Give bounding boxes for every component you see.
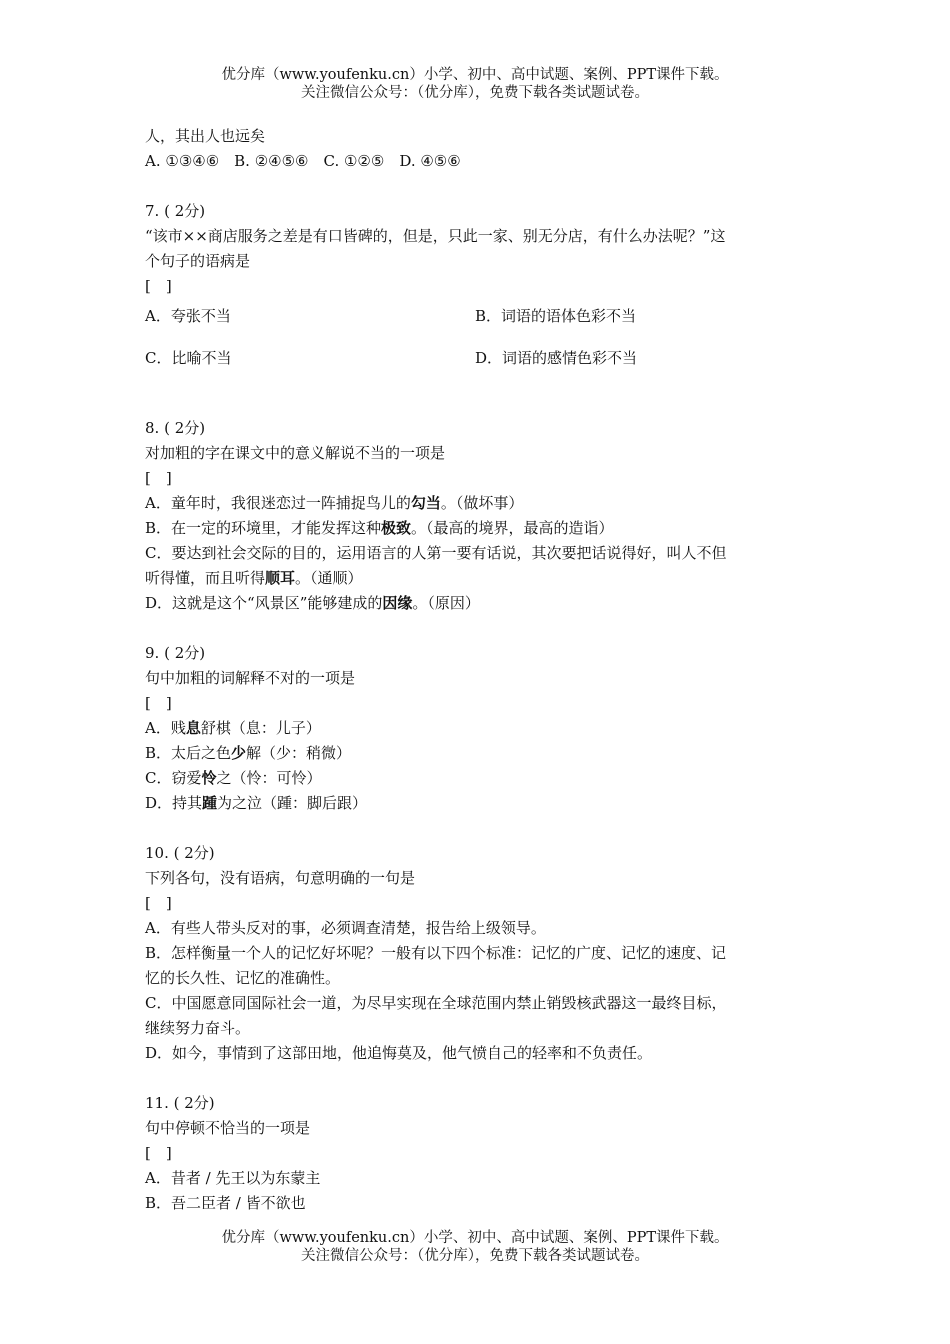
header-line-1: 优分库（www.youfenku.cn）小学、初中、高中试题、案例、PPT课件下载。 xyxy=(221,67,729,83)
page-footer xyxy=(0,1229,950,1265)
q9-stem: 句中加粗的词解释不对的一项是 xyxy=(145,669,356,687)
q9-d-bold-word: 踵 xyxy=(202,794,218,812)
q8-number: 8. ( 2分) xyxy=(145,419,206,437)
q8-stem: 对加粗的字在课文中的意义解说不当的一项是 xyxy=(145,444,446,462)
q7-option-b: B．词语的语体色彩不当 xyxy=(475,307,637,325)
q8-c-bold-word: 顺耳 xyxy=(265,569,296,587)
q7-option-a: A．夸张不当 xyxy=(145,307,231,325)
question-10 xyxy=(145,841,810,1066)
q10-stem: 下列各句，没有语病，句意明确的一句是 xyxy=(145,869,416,887)
q8-option-d: D．这就是这个“风景区”能够建成的因缘。（原因） xyxy=(145,594,480,612)
q9-number: 9. ( 2分) xyxy=(145,644,206,662)
question-8 xyxy=(145,416,810,616)
q10-option-a: A．有些人带头反对的事，必须调查清楚，报告给上级领导。 xyxy=(145,919,546,937)
q9-option-b: B．太后之色少解（少：稍微） xyxy=(145,744,352,762)
q10-option-c-line-1: C．中国愿意同国际社会一道，为尽早实现在全球范围内禁止销毁核武器这一最终目标， xyxy=(145,994,727,1012)
footer-line-1: 优分库（www.youfenku.cn）小学、初中、高中试题、案例、PPT课件下载。 xyxy=(221,1230,729,1246)
document-body xyxy=(145,124,810,1216)
q9-option-a: A．贱息舒棋（息：儿子） xyxy=(145,719,321,737)
q9-b-bold-word: 少 xyxy=(231,744,247,762)
q7-option-c: C．比喻不当 xyxy=(145,349,232,367)
question-9 xyxy=(145,641,810,816)
footer-line-2: 关注微信公众号：（优分库），免费下载各类试题试卷。 xyxy=(301,1248,649,1264)
q9-c-bold-word: 怜 xyxy=(201,769,217,787)
q10-number: 10. ( 2分) xyxy=(145,844,215,862)
q9-option-c: C．窃爱怜之（怜：可怜） xyxy=(145,769,322,787)
q8-a-bold-word: 勾当 xyxy=(410,494,441,512)
q11-option-b: B．吾二臣者 / 皆不欲也 xyxy=(145,1194,306,1212)
q7-stem-line-1: “该市××商店服务之差是有口皆碑的，但是，只此一家、别无分店，有什么办法呢？”这 xyxy=(145,227,726,245)
q7-bracket: [ ] xyxy=(145,277,172,295)
header-line-2: 关注微信公众号：（优分库），免费下载各类试题试卷。 xyxy=(301,85,649,101)
q8-option-a: A．童年时，我很迷恋过一阵捕捉鸟儿的勾当。（做坏事） xyxy=(145,494,524,512)
q8-b-bold-word: 极致 xyxy=(381,519,412,537)
q10-option-d: D．如今，事情到了这部田地，他追悔莫及，他气愤自己的轻率和不负责任。 xyxy=(145,1044,653,1062)
q10-option-b-line-2: 忆的长久性、记忆的准确性。 xyxy=(145,969,341,987)
q11-bracket: [ ] xyxy=(145,1144,172,1162)
q10-option-c-line-2: 继续努力奋斗。 xyxy=(145,1019,251,1037)
q11-option-a: A．昔者 / 先王以为东蒙主 xyxy=(145,1169,321,1187)
q10-bracket: [ ] xyxy=(145,894,172,912)
q10-option-b-line-1: B．怎样衡量一个人的记忆好坏呢？一般有以下四个标准：记忆的广度、记忆的速度、记 xyxy=(145,944,727,962)
q8-option-c-line-1: C．要达到社会交际的目的，运用语言的人第一要有话说，其次要把话说得好，叫人不但 xyxy=(145,544,727,562)
q9-option-d: D．持其踵为之泣（踵：脚后跟） xyxy=(145,794,368,812)
q6-tail-text: 人，其出人也远矣 xyxy=(145,127,266,145)
q8-option-b: B．在一定的环境里，才能发挥这种极致。（最高的境界，最高的造诣） xyxy=(145,519,614,537)
q9-a-bold-word: 息 xyxy=(185,719,201,737)
question-7 xyxy=(145,199,810,379)
page-header xyxy=(0,66,950,102)
q8-d-bold-word: 因缘 xyxy=(382,594,413,612)
q6-options: A. ①③④⑥ B. ②④⑤⑥ C. ①②⑤ D. ④⑤⑥ xyxy=(145,152,461,170)
q9-bracket: [ ] xyxy=(145,694,172,712)
q8-bracket: [ ] xyxy=(145,469,172,487)
q11-number: 11. ( 2分) xyxy=(145,1094,215,1112)
question-11 xyxy=(145,1091,810,1216)
q7-stem-line-2: 个句子的语病是 xyxy=(145,252,251,270)
q7-option-d: D．词语的感情色彩不当 xyxy=(475,349,638,367)
q7-number: 7. ( 2分) xyxy=(145,202,206,220)
q11-stem: 句中停顿不恰当的一项是 xyxy=(145,1119,311,1137)
q8-option-c-line-2: 听得懂，而且听得顺耳。（通顺） xyxy=(145,569,363,587)
